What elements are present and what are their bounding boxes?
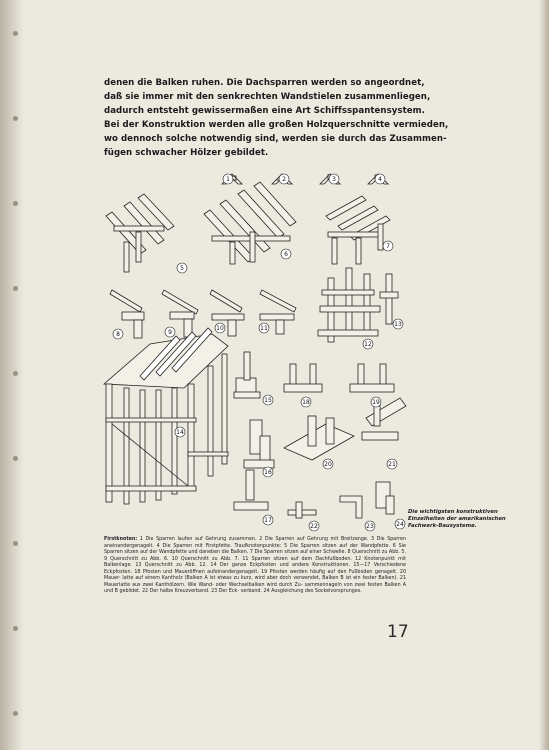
body-line: fügen schwacher Hölzer gebildet. bbox=[104, 148, 269, 158]
corner-post-17 bbox=[234, 470, 268, 510]
figure-label-4 bbox=[375, 174, 385, 184]
figure-number: 12 bbox=[364, 341, 372, 348]
figure-number: 13 bbox=[394, 321, 402, 328]
figure-label-18 bbox=[301, 397, 311, 407]
figure-label-6 bbox=[281, 249, 291, 259]
page-binding bbox=[0, 0, 24, 750]
body-line: denen die Balken ruhen. Die Dachsparren werden so angeordnet, bbox=[104, 78, 425, 88]
body-line: dadurch entsteht gewissermaßen eine Art Schiffsspantensystem. bbox=[104, 106, 425, 116]
plinth-detail-24 bbox=[376, 482, 394, 514]
figure-number: 22 bbox=[310, 523, 318, 530]
figure-label-12 bbox=[363, 339, 373, 349]
figure-label-15 bbox=[263, 395, 273, 405]
page-number: 17 bbox=[387, 622, 409, 642]
side-caption-line: Fachwerk-Bausysteme. bbox=[408, 523, 477, 529]
figure-number: 3 bbox=[332, 176, 336, 183]
figure-caption bbox=[104, 537, 406, 596]
figure-number: 20 bbox=[324, 461, 332, 468]
corner-post-15 bbox=[234, 352, 260, 398]
section-detail-13 bbox=[380, 274, 398, 324]
figure-number: 5 bbox=[180, 265, 184, 272]
figure-number: 11 bbox=[260, 325, 268, 332]
figure-label-14 bbox=[175, 427, 185, 437]
sill-detail-21 bbox=[362, 398, 406, 440]
figure-label-20 bbox=[323, 459, 333, 469]
figure-number: 17 bbox=[264, 517, 272, 524]
figure-label-13 bbox=[393, 319, 403, 329]
figure-number: 4 bbox=[378, 176, 382, 183]
figure-number: 6 bbox=[284, 251, 288, 258]
body-line: wo dennoch solche notwendig sind, werden sie durch das Zusammen- bbox=[104, 134, 447, 144]
figure-number: 10 bbox=[216, 325, 224, 332]
body-paragraph bbox=[104, 76, 449, 160]
figure-number: 21 bbox=[388, 461, 396, 468]
figure-label-19 bbox=[371, 397, 381, 407]
caption-text: 1 Die Sparren laufen auf Gehrung zusammen. 2 Die Sparren auf Gehrung mit Breitzange. 3 Die Sparren aneinandergenagelt. 4 Die Sparren mit Firstpfette. Traufknotenpunkte: 5 Die Sparren sitzen auf der Wandpfette. 6 Sie Sparren sitzen auf der Wandpfette und daneben die Balken. 7 Die Sparren sitzen auf einer Schwelle. 8 Querschnitt zu Abb. 5. 9 Querschnitt zu Abb. 6. 10 Querschnitt zu Abb. 7. 11 Sparren sitzen auf dem Dachfußboden. 12 Knotenpunkt mit Balkenlage. 13 Querschnitt zu Abb. 12. 14 Der ganze Eckpfosten und andere Konstruktionen. 15—17 Verschiedene Eckpfosten. 18 Pfosten und Maueröffnen aufeinandergenagelt. 19 Pfosten werden häufig auf den Fußboden genagelt. 20 Mauer- latte auf einem Kantholz (Balken A ist etwas zu kurz, wird aber doch verwendet, Balken B ist ein fester Balken). 21 Mauerlatte aus zwei Kanthölzern. Wie Wand- oder Wechselbalken wird durch Zu- sammennageln von zwei festen Balken A und B gebildet. 22 Der halbe Kreuzverband. 23 Der Eck- verband. 24 Ausgleichung des Sockelvorsprunges. bbox=[104, 537, 406, 594]
side-caption-line: Die wichtigsten konstruktiven bbox=[408, 509, 498, 515]
figure-number: 14 bbox=[176, 429, 184, 436]
figure-label-22 bbox=[309, 521, 319, 531]
figure-label-8 bbox=[113, 329, 123, 339]
figure-label-9 bbox=[165, 327, 175, 337]
page-edge bbox=[539, 0, 549, 750]
figure-label-5 bbox=[177, 263, 187, 273]
joint-assembly-12 bbox=[318, 268, 380, 342]
figure-label-16 bbox=[263, 467, 273, 477]
figure-label-1 bbox=[223, 174, 233, 184]
post-detail-18 bbox=[284, 364, 322, 392]
sill-detail-20 bbox=[284, 416, 354, 460]
figure-number: 18 bbox=[302, 399, 310, 406]
construction-figure bbox=[100, 166, 410, 536]
figure-number: 24 bbox=[396, 521, 404, 528]
eave-detail-7 bbox=[326, 196, 390, 264]
eave-detail-5 bbox=[106, 194, 174, 272]
bond-detail-22 bbox=[288, 502, 316, 518]
caption-lead: Firstknoten: bbox=[104, 537, 138, 542]
bond-detail-23 bbox=[340, 496, 362, 518]
figure-number: 19 bbox=[372, 399, 380, 406]
figure-label-23 bbox=[365, 521, 375, 531]
figure-number: 8 bbox=[116, 331, 120, 338]
figure-number: 7 bbox=[386, 243, 390, 250]
figure-label-2 bbox=[279, 174, 289, 184]
figure-number: 16 bbox=[264, 469, 272, 476]
figure-number: 2 bbox=[282, 176, 286, 183]
figure-number: 23 bbox=[366, 523, 374, 530]
figure-label-7 bbox=[383, 241, 393, 251]
side-caption bbox=[408, 509, 508, 530]
body-line: Bei der Konstruktion werden alle großen Holzquerschnitte vermieden, bbox=[104, 120, 449, 130]
figure-number: 1 bbox=[226, 176, 230, 183]
figure-number: 15 bbox=[264, 397, 272, 404]
figure-label-3 bbox=[329, 174, 339, 184]
side-caption-line: Einzelheiten der amerikanischen bbox=[408, 516, 506, 522]
figure-label-17 bbox=[263, 515, 273, 525]
figure-label-24 bbox=[395, 519, 405, 529]
corner-post-16 bbox=[244, 420, 274, 468]
post-detail-19 bbox=[350, 364, 394, 392]
figure-number: 9 bbox=[168, 329, 172, 336]
wall-frame-14 bbox=[104, 328, 228, 504]
figure-label-10 bbox=[215, 323, 225, 333]
body-line: daß sie immer mit den senkrechten Wandstielen zusammenliegen, bbox=[104, 92, 431, 102]
figure-label-21 bbox=[387, 459, 397, 469]
figure-label-11 bbox=[259, 323, 269, 333]
